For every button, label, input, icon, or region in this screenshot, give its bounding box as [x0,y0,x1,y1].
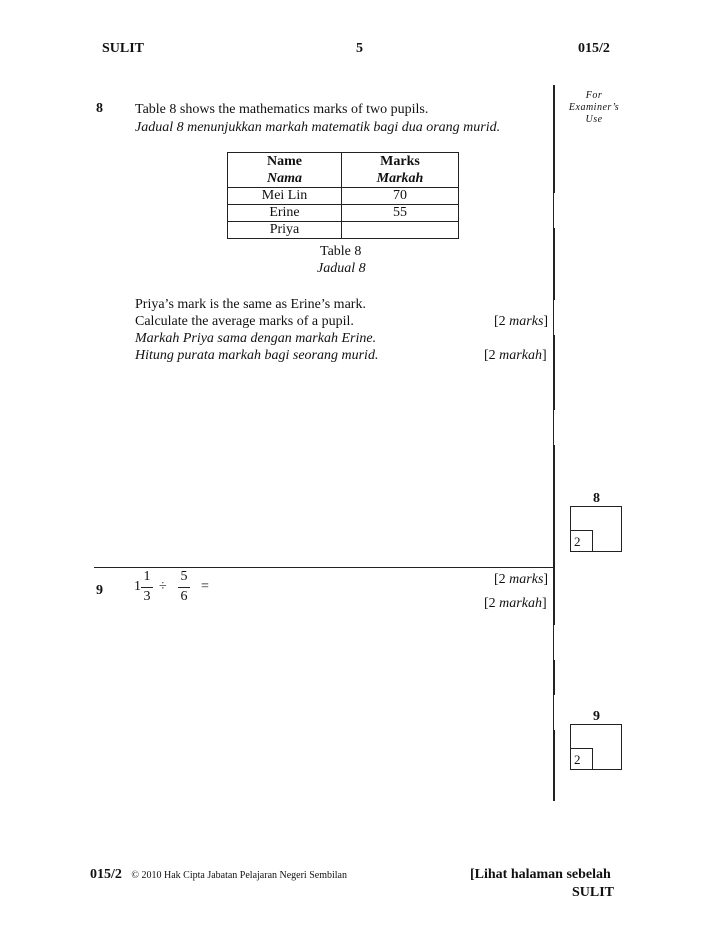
row-mark: 70 [342,188,459,205]
for-label: For [585,90,603,101]
q8-intro-en: Table 8 shows the mathematics marks of two pupils. [135,102,429,117]
margin-line-gap [554,300,555,335]
marks-close: ] [541,348,547,363]
footer-copyright: © 2010 Hak Cipta Jabatan Pelajaran Negeri Sembilan [131,870,347,881]
table-row [228,205,459,222]
score-value: 2 [574,534,581,549]
margin-line-gap [554,625,555,660]
q8-line2-ms: Hitung purata markah bagi seorang murid. [135,348,379,363]
margin-line-gap [554,410,555,445]
footer-code: 015/2 [90,867,122,882]
fraction1-numerator: 1 [143,569,151,584]
marks-word: marks [509,572,544,587]
table-row [228,222,459,239]
table-head-marks: Marks [342,153,459,171]
q8-marks-ms [484,347,547,365]
table-head-nama: Nama [228,170,342,188]
q8-marks-en [494,313,548,331]
marks-close: ] [541,596,547,611]
examiners-label: Examiner’s [568,102,620,113]
marks-table [227,152,459,239]
score-value-box-8 [570,530,593,552]
score-box-9-label: 9 [593,709,600,724]
margin-line-gap [554,193,555,228]
marks-open: [2 [484,596,500,611]
footer-left [90,867,347,883]
fraction1-bar [141,587,153,588]
row-name: Mei Lin [228,188,342,205]
divide-operator: ÷ [159,579,167,594]
marks-close: ] [543,572,549,587]
markah-word: markah [499,348,542,363]
q9-marks-ms [484,595,547,613]
paper-code: 015/2 [578,41,610,56]
fraction2-numerator: 5 [180,569,188,584]
marks-close: ] [543,314,549,329]
score-value: 2 [574,752,581,767]
markah-word: markah [499,596,542,611]
equals-sign: = [201,579,209,594]
row-name: Priya [228,222,342,239]
header-sulit: SULIT [102,41,145,56]
row-mark [342,222,459,239]
page-number: 5 [356,41,363,56]
footer-next-page: [Lihat halaman sebelah [470,867,611,882]
question-8-number: 8 [96,101,103,116]
score-box-8-label: 8 [593,491,600,506]
table-head-name: Name [228,153,342,171]
table-caption-en: Table 8 [320,244,362,259]
table-row [228,188,459,205]
q8-intro-ms: Jadual 8 menunjukkan markah matematik bagi dua orang murid. [135,120,501,135]
examiner-use-label [558,90,630,126]
marks-word: marks [509,314,544,329]
row-name: Erine [228,205,342,222]
marks-open: [2 [484,348,500,363]
question-9-number: 9 [96,583,103,598]
row-mark: 55 [342,205,459,222]
fraction2-bar [178,587,190,588]
q9-marks-en [494,571,548,589]
footer-sulit: SULIT [572,885,615,900]
mixed-whole: 1 [134,579,141,594]
use-label: Use [585,114,603,125]
question-separator [94,567,553,568]
fraction1-denominator: 3 [143,589,151,604]
marks-open: [2 [494,314,510,329]
score-value-box-9 [570,748,593,770]
fraction2-denominator: 6 [180,589,188,604]
table-caption-ms: Jadual 8 [317,261,366,276]
q8-line1-en: Priya’s mark is the same as Erine’s mark. [135,297,366,312]
q8-line2-en: Calculate the average marks of a pupil. [135,314,354,329]
q8-line1-ms: Markah Priya sama dengan markah Erine. [135,331,377,346]
margin-line-gap [554,695,555,730]
marks-open: [2 [494,572,510,587]
table-head-markah: Markah [342,170,459,188]
